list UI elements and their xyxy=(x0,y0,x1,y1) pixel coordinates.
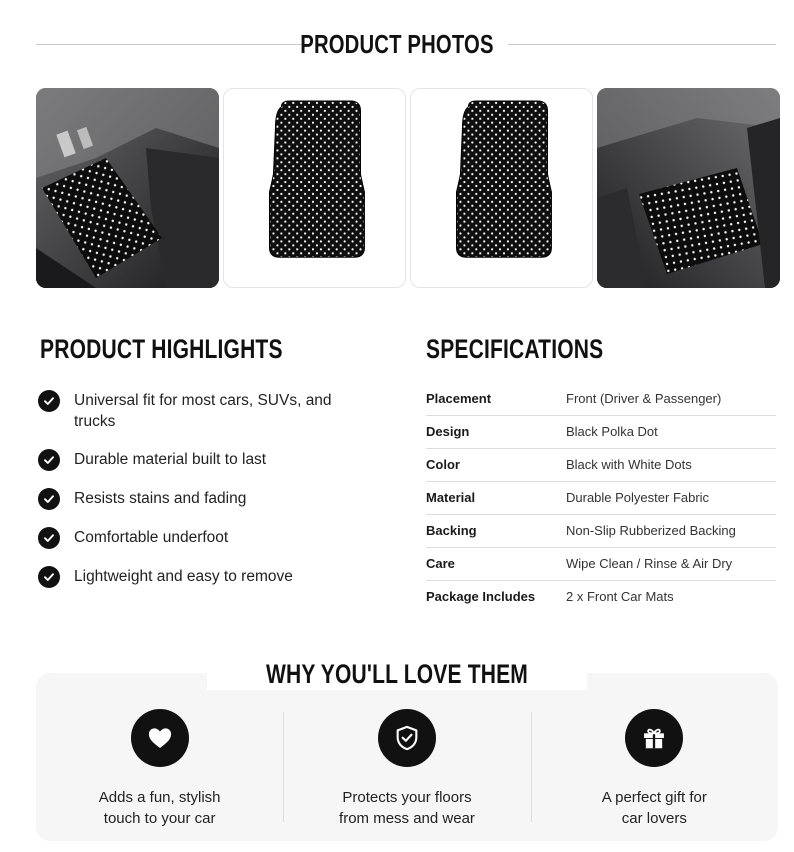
product-photos-header xyxy=(0,28,794,60)
product-photo-mat-1[interactable] xyxy=(223,88,406,288)
specifications-title: SPECIFICATIONS xyxy=(426,334,604,364)
feature-text: Protects your floors from mess and wear xyxy=(339,789,475,827)
product-photo-car-interior-2[interactable] xyxy=(597,88,780,288)
spec-key: Backing xyxy=(426,523,477,538)
table-row xyxy=(426,448,776,481)
why-love-title-backdrop xyxy=(207,658,587,690)
feature-text: A perfect gift for car lovers xyxy=(601,789,707,827)
spec-value: Front (Driver & Passenger) xyxy=(566,390,722,406)
table-row xyxy=(426,580,776,613)
spec-value: Non-Slip Rubberized Backing xyxy=(566,523,736,538)
specifications-table xyxy=(426,382,776,613)
spec-key: Color xyxy=(426,457,460,472)
product-highlights-title: PRODUCT HIGHLIGHTS xyxy=(40,334,283,364)
spec-value: Black Polka Dot xyxy=(566,424,658,439)
list-item xyxy=(38,527,358,549)
table-row xyxy=(426,514,776,547)
product-photo-car-interior-1[interactable] xyxy=(36,88,219,288)
list-item xyxy=(38,566,358,588)
feature-item xyxy=(36,700,283,830)
shield-check-icon xyxy=(378,709,436,767)
highlights-list xyxy=(38,390,358,605)
spec-key: Material xyxy=(426,490,476,505)
checkmark-icon xyxy=(38,527,60,549)
table-row xyxy=(426,382,776,415)
spec-key: Package Includes xyxy=(426,589,536,605)
why-love-features xyxy=(36,700,778,830)
table-row xyxy=(426,415,776,448)
feature-item xyxy=(283,700,530,830)
list-item xyxy=(38,449,358,471)
table-row xyxy=(426,481,776,514)
feature-item xyxy=(531,700,778,830)
list-item xyxy=(38,488,358,510)
highlight-text: Resists stains and fading xyxy=(74,490,247,507)
gift-icon xyxy=(625,709,683,767)
highlight-text: Lightweight and easy to remove xyxy=(74,568,293,585)
checkmark-icon xyxy=(38,566,60,588)
spec-value: Black with White Dots xyxy=(566,457,692,472)
spec-key: Design xyxy=(426,424,470,439)
why-love-title: WHY YOU'LL LOVE THEM xyxy=(265,658,529,689)
table-row xyxy=(426,547,776,580)
spec-value: Wipe Clean / Rinse & Air Dry xyxy=(566,556,733,571)
list-item xyxy=(38,390,358,432)
spec-key: Care xyxy=(426,556,455,571)
checkmark-icon xyxy=(38,390,60,412)
highlight-text: Durable material built to last xyxy=(74,451,267,468)
spec-value: Durable Polyester Fabric xyxy=(566,490,710,505)
divider-right xyxy=(508,44,776,45)
checkmark-icon xyxy=(38,449,60,471)
feature-text: Adds a fun, stylish touch to your car xyxy=(98,789,221,827)
why-love-header xyxy=(0,658,794,690)
spec-key: Placement xyxy=(426,390,492,406)
spec-value: 2 x Front Car Mats xyxy=(566,589,674,605)
checkmark-icon xyxy=(38,488,60,510)
heart-icon xyxy=(131,709,189,767)
highlight-text: Comfortable underfoot xyxy=(74,529,229,546)
divider-left xyxy=(36,44,304,45)
product-photo-gallery xyxy=(36,88,778,288)
product-photo-mat-2[interactable] xyxy=(410,88,593,288)
product-photos-title: PRODUCT PHOTOS xyxy=(300,28,494,59)
highlight-text: Universal fit for most cars, SUVs, and trucks xyxy=(74,392,332,430)
